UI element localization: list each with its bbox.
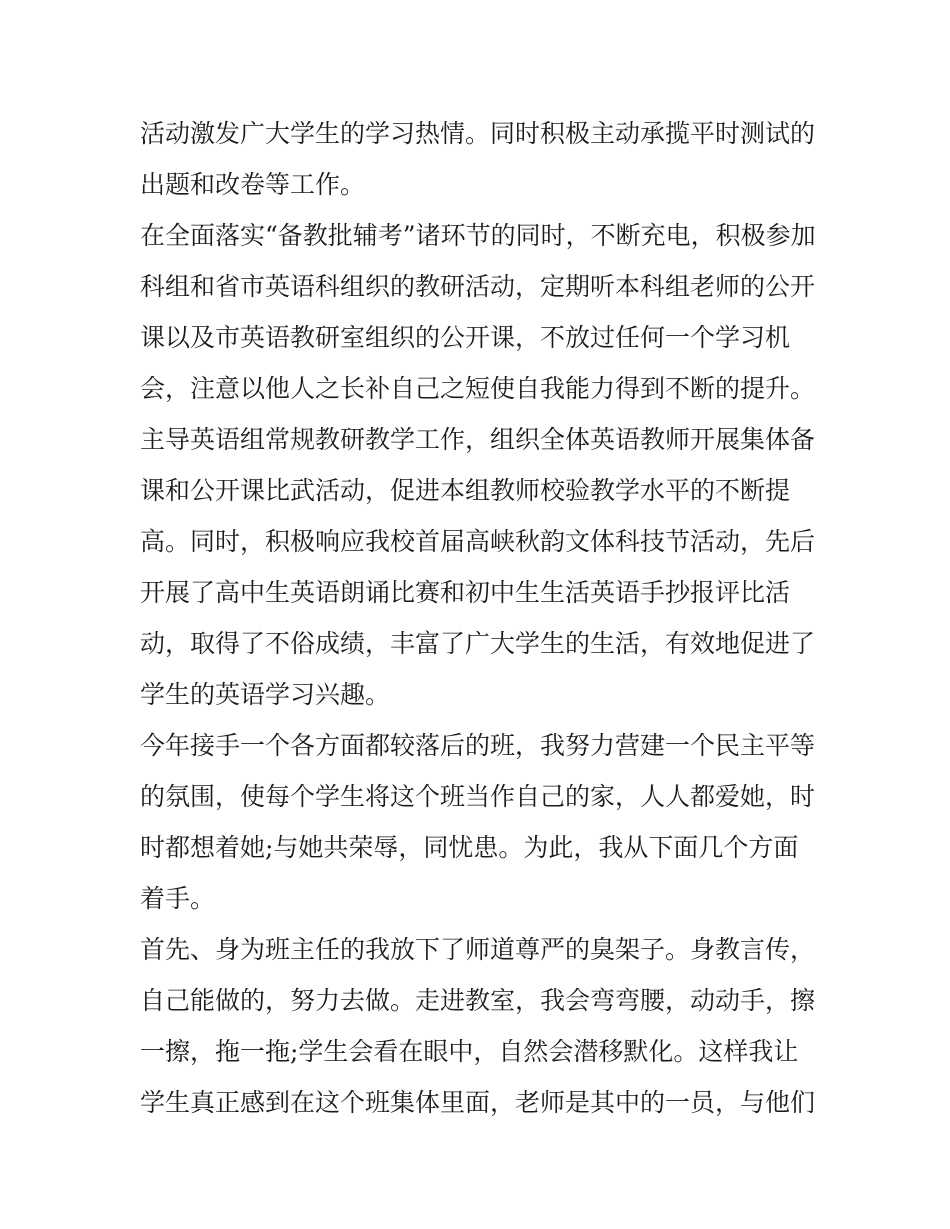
text-line: 出题和改卷等工作。	[140, 170, 366, 199]
text-line: 首先、身为班主任的我放下了师道尊严的臭架子。身教言传，	[140, 935, 816, 964]
text-line: 科组和省市英语科组织的教研活动，定期听本科组老师的公开	[140, 272, 816, 301]
text-line: 活动激发广大学生的学习热情。同时积极主动承揽平时测试的	[140, 119, 816, 148]
text-line: 着手。	[140, 884, 216, 913]
text-line: 学生真正感到在这个班集体里面，老师是其中的一员，与他们	[140, 1088, 816, 1117]
text-line: 在全面落实“备教批辅考”诸环节的同时，不断充电，积极参加	[140, 221, 816, 250]
text-line: 课以及市英语教研室组织的公开课，不放过任何一个学习机	[140, 323, 791, 352]
text-line: 一擦，拖一拖;学生会看在眼中，自然会潜移默化。这样我让	[140, 1037, 799, 1066]
text-line: 学生的英语学习兴趣。	[140, 680, 391, 709]
text-line: 课和公开课比武活动，促进本组教师校验教学水平的不断提	[140, 476, 791, 505]
text-line: 今年接手一个各方面都较落后的班，我努力营建一个民主平等	[140, 731, 816, 760]
text-line: 高。同时，积极响应我校首届高峡秋韵文体科技节活动，先后	[140, 527, 816, 556]
text-line: 时都想着她;与她共荣辱，同忧患。为此，我从下面几个方面	[140, 833, 799, 862]
body-text	[140, 108, 820, 1128]
text-line: 开展了高中生英语朗诵比赛和初中生生活英语手抄报评比活	[140, 578, 791, 607]
text-line: 主导英语组常规教研教学工作，组织全体英语教师开展集体备	[140, 425, 816, 454]
text-line: 动，取得了不俗成绩，丰富了广大学生的生活，有效地促进了	[140, 629, 816, 658]
text-line: 自己能做的，努力去做。走进教室，我会弯弯腰，动动手，擦	[140, 986, 816, 1015]
text-line: 会，注意以他人之长补自己之短使自我能力得到不断的提升。	[140, 374, 816, 403]
text-line: 的氛围，使每个学生将这个班当作自己的家，人人都爱她，时	[140, 782, 816, 811]
